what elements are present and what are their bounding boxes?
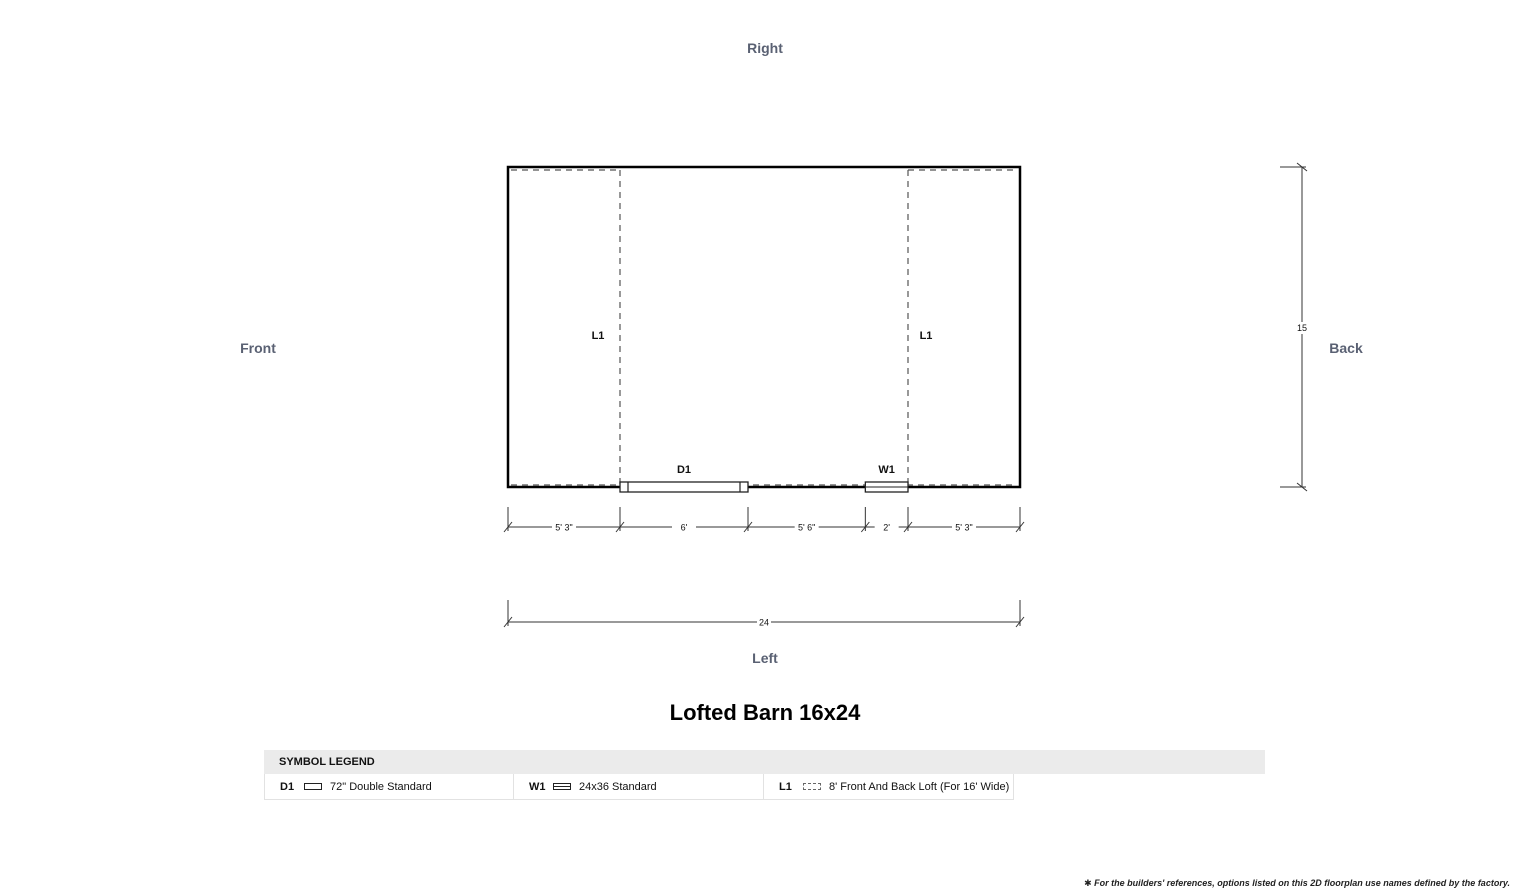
symbol-legend: [264, 750, 1265, 800]
loft-label: L1: [591, 330, 605, 342]
loft-lines: [592, 170, 933, 484]
legend-label: 8' Front And Back Loft (For 16' Wide): [829, 780, 1010, 793]
segment-dimension-label: 5' 3": [955, 522, 973, 533]
opening-label: D1: [676, 464, 692, 476]
door-symbol-icon: [304, 783, 322, 790]
legend-item-d1: [264, 774, 514, 800]
building-outline: [508, 167, 1020, 487]
segment-dimension-label: 5' 3": [555, 522, 573, 533]
depth-dimension-label: 15: [1296, 323, 1308, 333]
legend-code: D1: [280, 780, 295, 793]
loft-perimeter: [511, 170, 1017, 485]
side-label-right: Right: [747, 40, 783, 56]
door-symbol: [620, 482, 748, 492]
side-label-back: Back: [1329, 340, 1363, 356]
legend-item-l1: [764, 774, 1014, 800]
total-dimension-label: 24: [758, 617, 770, 628]
legend-item-w1: [514, 774, 764, 800]
legend-row: [264, 774, 1265, 800]
window-symbol-icon: [553, 783, 571, 790]
legend-code: W1: [529, 780, 546, 793]
segment-dimension-label: 5' 6": [797, 522, 816, 533]
legend-code: L1: [779, 780, 792, 793]
legend-label: 72" Double Standard: [330, 780, 432, 793]
plan-title: Lofted Barn 16x24: [669, 700, 861, 725]
legend-label: 24x36 Standard: [579, 780, 657, 793]
loft-label: L1: [919, 330, 933, 342]
opening-label: W1: [878, 464, 895, 476]
side-label-left: Left: [752, 650, 778, 666]
side-label-front: Front: [240, 340, 276, 356]
footnote: ✱ For the builders' references, options listed on this 2D floorplan use names defined by the factory.: [1084, 878, 1510, 888]
segment-dimension-label: 2': [883, 522, 891, 533]
legend-header: SYMBOL LEGEND: [264, 750, 1265, 774]
loft-symbol-icon: [803, 783, 821, 790]
segment-dimension-label: 6': [680, 522, 688, 533]
dimension-lines: [504, 163, 1308, 628]
